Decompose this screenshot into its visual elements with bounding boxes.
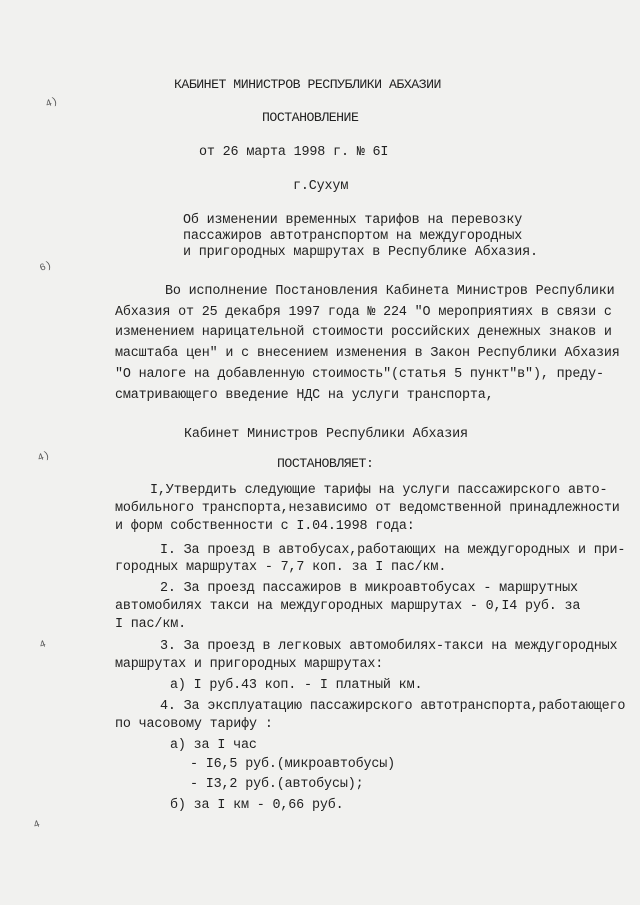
body-line: 3. За проезд в легковых автомобилях-такси на междугородных [160,639,618,654]
body-line: I. За проезд в автобусах,работающих на междугородных и при- [160,543,626,558]
city-line: г.Сухум [293,179,349,194]
margin-mark: 4) [44,96,60,111]
body-line: - I6,5 руб.(микроавтобусы) [190,757,396,772]
preamble-line: масштаба цен" и с внесением изменения в Закон Республики Абхазия [115,346,620,361]
issuer-line: Кабинет Министров Республики Абхазия [184,427,468,442]
body-line: и форм собственности с I.04.1998 года: [115,519,415,534]
preamble-line: "О налоге на добавленную стоимость"(статья 5 пункт"в"), преду- [115,367,604,382]
subject-line: Об изменении временных тарифов на перевозку [183,213,523,228]
body-line: - I3,2 руб.(автобусы); [190,777,364,792]
body-line: 4. За эксплуатацию пассажирского автотранспорта,работающего [160,699,626,714]
body-line: мобильного транспорта,независимо от ведомственной принадлежности [115,501,620,516]
preamble-line: изменением нарицательной стоимости российских денежных знаков и [115,325,612,340]
preamble-line: Во исполнение Постановления Кабинета Министров Республики [165,284,615,299]
margin-mark: 4) [36,450,52,465]
margin-mark: 6) [38,260,54,275]
margin-mark: 4 [38,639,48,652]
body-line: городных маршрутах - 7,7 коп. за I пас/км. [115,560,447,575]
body-line: 2. За проезд пассажиров в микроавтобусах - маршрутных [160,581,578,596]
body-line: I,Утвердить следующие тарифы на услуги пассажирского авто- [150,483,608,498]
subject-line: и пригородных маршрутах в Республике Абхазия. [183,245,538,260]
body-line: а) за I час [170,738,257,753]
body-line: а) I руб.43 коп. - I платный км. [170,678,423,693]
body-line: по часовому тарифу : [115,717,273,732]
preamble-line: Абхазия от 25 декабря 1997 года № 224 "О мероприятиях в связи с [115,305,612,320]
date-number-line: от 26 марта 1998 г. № 6I [199,145,389,160]
body-line: I пас/км. [115,617,186,632]
subject-line: пассажиров автотранспортом на междугородных [183,229,523,244]
body-line: автомобилях такси на междугородных маршрутах - 0,I4 руб. за [115,599,581,614]
preamble-line: сматривающего введение НДС на услуги транспорта, [115,388,494,403]
document-type: ПОСТАНОВЛЕНИЕ [262,110,359,125]
margin-mark: 4 [32,819,42,832]
cabinet-header: КАБИНЕТ МИНИСТРОВ РЕСПУБЛИКИ АБХАЗИИ [174,77,441,92]
body-line: маршрутах и пригородных маршрутах: [115,657,384,672]
decrees-heading: ПОСТАНОВЛЯЕТ: [277,456,374,471]
body-line: б) за I км - 0,66 руб. [170,798,344,813]
